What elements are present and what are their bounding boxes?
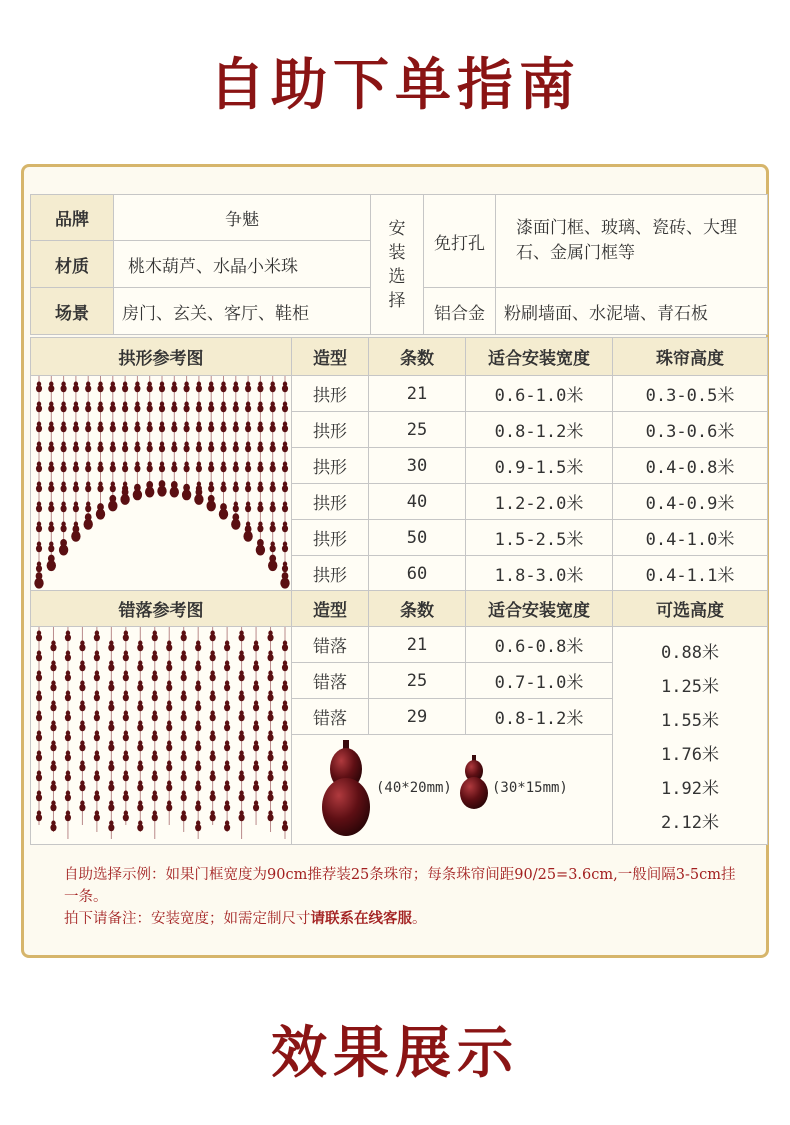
stagger-header-count: 条数 xyxy=(368,590,466,627)
height-option: 2.12米 xyxy=(661,813,719,834)
install-char: 装 xyxy=(388,242,406,263)
stagger-image-label: 错落参考图 xyxy=(30,590,292,627)
stagger-row-2-col-3: 0.7-1.0米 xyxy=(465,662,613,699)
stagger-header-height: 可选高度 xyxy=(612,590,768,627)
arch-curtain-illustration xyxy=(31,376,292,591)
arch-row-6-col-2: 60 xyxy=(368,555,466,592)
guide-panel xyxy=(21,164,769,958)
arch-header-width: 适合安装宽度 xyxy=(465,337,613,376)
arch-row-4-col-2: 40 xyxy=(368,483,466,520)
stagger-reference-image xyxy=(30,626,292,845)
brand-label: 品牌 xyxy=(30,194,114,241)
bead-small-size: (30*15mm) xyxy=(492,780,568,796)
height-option: 1.92米 xyxy=(661,779,719,800)
arch-row-6-col-1: 拱形 xyxy=(291,555,369,592)
brand-value: 争魅 xyxy=(113,194,371,241)
arch-row-5-col-4: 0.4-1.0米 xyxy=(612,519,768,556)
height-option: 0.88米 xyxy=(661,642,719,663)
stagger-row-3-col-1: 错落 xyxy=(291,698,369,735)
arch-row-5-col-1: 拱形 xyxy=(291,519,369,556)
height-option: 1.55米 xyxy=(661,710,719,731)
arch-row-4-col-1: 拱形 xyxy=(291,483,369,520)
arch-row-6-col-4: 0.4-1.1米 xyxy=(612,555,768,592)
install-char: 选 xyxy=(388,266,406,287)
arch-row-4-col-3: 1.2-2.0米 xyxy=(465,483,613,520)
arch-row-4-col-4: 0.4-0.9米 xyxy=(612,483,768,520)
arch-row-5-col-3: 1.5-2.5米 xyxy=(465,519,613,556)
stagger-row-3-col-2: 29 xyxy=(368,698,466,735)
arch-row-1-col-3: 0.6-1.0米 xyxy=(465,375,613,412)
stagger-header-width: 适合安装宽度 xyxy=(465,590,613,627)
arch-reference-image xyxy=(30,375,292,591)
arch-row-2-col-3: 0.8-1.2米 xyxy=(465,411,613,448)
bead-size-illustration xyxy=(292,735,613,845)
stagger-curtain-illustration xyxy=(31,627,292,845)
note-remark: 拍下请备注：安装宽度；如需定制尺寸请联系在线客服。 xyxy=(64,910,427,927)
height-option: 1.76米 xyxy=(661,745,719,766)
height-options xyxy=(612,626,768,845)
material-label: 材质 xyxy=(30,240,114,288)
gourd-large-icon xyxy=(322,740,370,836)
height-option: 1.25米 xyxy=(661,676,719,697)
material-value: 桃木葫芦、水晶小米珠 xyxy=(113,240,371,288)
contact-service-text: 请联系在线客服 xyxy=(310,910,412,927)
no-drill-value: 漆面门框、玻璃、瓷砖、大理石、金属门框等 xyxy=(495,194,768,288)
scene-label: 场景 xyxy=(30,287,114,335)
no-drill-label: 免打孔 xyxy=(423,194,496,288)
install-char: 安 xyxy=(388,218,406,239)
stagger-header-shape: 造型 xyxy=(291,590,369,627)
arch-row-3-col-3: 0.9-1.5米 xyxy=(465,447,613,484)
arch-image-label: 拱形参考图 xyxy=(30,337,292,376)
note-example: 自助选择示例：如果门框宽度为90cm推荐装25条珠帘；每条珠帘间距90/25=3.6cm,一般间隔3-5cm挂一条。 xyxy=(64,867,736,905)
arch-row-1-col-1: 拱形 xyxy=(291,375,369,412)
stagger-row-2-col-1: 错落 xyxy=(291,662,369,699)
aluminum-label: 铝合金 xyxy=(423,287,496,335)
arch-header-height: 珠帘高度 xyxy=(612,337,768,376)
arch-row-2-col-4: 0.3-0.6米 xyxy=(612,411,768,448)
install-char: 择 xyxy=(388,290,406,311)
arch-row-2-col-1: 拱形 xyxy=(291,411,369,448)
gourd-small-icon xyxy=(460,755,488,809)
scene-value: 房门、玄关、客厅、鞋柜 xyxy=(113,287,371,335)
stagger-row-2-col-2: 25 xyxy=(368,662,466,699)
arch-row-5-col-2: 50 xyxy=(368,519,466,556)
bead-large-size: (40*20mm) xyxy=(376,780,452,796)
arch-header-shape: 造型 xyxy=(291,337,369,376)
page-title: 自助下单指南 xyxy=(209,52,581,118)
aluminum-value: 粉刷墙面、水泥墙、青石板 xyxy=(495,287,768,335)
arch-row-3-col-2: 30 xyxy=(368,447,466,484)
arch-row-6-col-3: 1.8-3.0米 xyxy=(465,555,613,592)
arch-header-count: 条数 xyxy=(368,337,466,376)
stagger-row-1-col-1: 错落 xyxy=(291,626,369,663)
arch-row-1-col-2: 21 xyxy=(368,375,466,412)
effect-title: 效果展示 xyxy=(271,1020,519,1086)
bead-size-image xyxy=(291,734,613,845)
arch-row-3-col-1: 拱形 xyxy=(291,447,369,484)
stagger-row-3-col-3: 0.8-1.2米 xyxy=(465,698,613,735)
order-notes xyxy=(64,864,744,930)
arch-row-1-col-4: 0.3-0.5米 xyxy=(612,375,768,412)
arch-row-3-col-4: 0.4-0.8米 xyxy=(612,447,768,484)
stagger-row-1-col-2: 21 xyxy=(368,626,466,663)
stagger-row-1-col-3: 0.6-0.8米 xyxy=(465,626,613,663)
arch-row-2-col-2: 25 xyxy=(368,411,466,448)
install-option-label xyxy=(370,194,424,335)
